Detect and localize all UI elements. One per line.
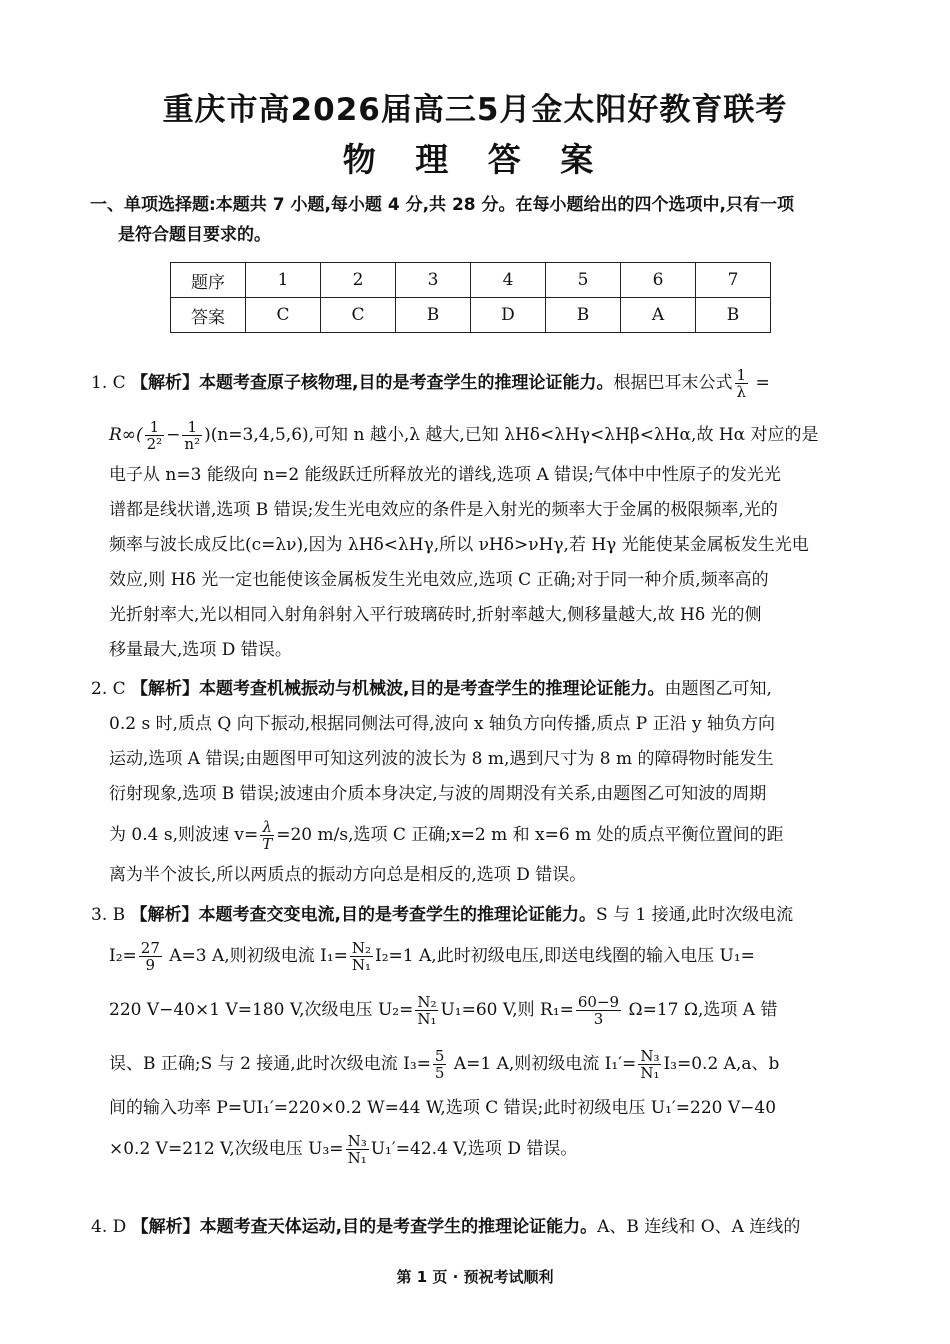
q4-analysis-heading: 【解析】本题考查天体运动,目的是考查学生的推理论证能力。 — [131, 1217, 598, 1237]
answer-cell: B — [546, 298, 621, 333]
q2-line: 2. C 【解析】本题考查机械振动与机械波,目的是考查学生的推理论证能力。由题图乙可知, — [91, 679, 772, 699]
q1-line: 频率与波长成反比(c=λν),因为 λHδ<λHγ,所以 νHδ>νHγ,若 Hγ 光能使某金属板发生光电 — [109, 535, 809, 555]
row-header-answer: 答案 — [171, 298, 246, 333]
q1-line: 移量最大,选项 D 错误。 — [109, 640, 292, 660]
answer-table-number-row — [171, 263, 771, 298]
q3-line: 误、B 正确;S 与 2 接通,此时次级电流 I₃= $\frac{5}{5}$ A=1 A,则初级电流 I₁′= $\frac{\text{N₃}}{\text{N₁}}$ I₃=0.2 A,a、b — [109, 1047, 780, 1082]
fraction: $\frac{\text{N₃}}{\text{N₁}}$ — [347, 1132, 367, 1167]
q3-line: 220 V−40×1 V=180 V,次级电压 U₂= $\frac{\text{N₂}}{\text{N₁}}$ U₁=60 V,则 R₁= $\frac{60-9}{3}$ Ω=17 Ω,选项 A 错 — [109, 993, 778, 1028]
answer-cell: C — [246, 298, 321, 333]
page-title: 重庆市高2026届高三5月金太阳好教育联考 — [162, 92, 788, 128]
row-header-number: 题序 — [171, 263, 246, 298]
q1-line: 效应,则 Hδ 光一定也能使该金属板发生光电效应,选项 C 正确;对于同一种介质,频率高的 — [109, 570, 769, 590]
question-number: 7 — [696, 263, 771, 298]
answer-cell: C — [321, 298, 396, 333]
q2-analysis-heading: 【解析】本题考查机械振动与机械波,目的是考查学生的推理论证能力。 — [131, 679, 665, 699]
q1-line: 谱都是线状谱,选项 B 错误;发生光电效应的条件是入射光的频率大于金属的极限频率,光的 — [109, 500, 778, 520]
question-number: 1 — [246, 263, 321, 298]
section-heading — [90, 190, 865, 250]
fraction: $\frac{\text{N₂}}{\text{N₁}}$ — [417, 993, 437, 1028]
fraction: $\frac{\lambda}{T}$ — [262, 818, 273, 853]
fraction: $\frac{27}{9}$ — [140, 939, 160, 974]
q1-line: 1. C 【解析】本题考查原子核物理,目的是考查学生的推理论证能力。根据巴耳末公式 $\frac{1}{\lambda}$ = — [91, 366, 770, 401]
fraction: $\frac{\text{N₂}}{\text{N₁}}$ — [351, 939, 372, 974]
page-footer: 第 1 页 · 预祝考试顺利 — [396, 1268, 554, 1286]
q2-number: 2. C — [91, 679, 132, 699]
fraction: $\frac{60-9}{3}$ — [577, 993, 620, 1028]
page-subtitle: 物 理 答 案 — [342, 140, 608, 179]
q3-line: ×0.2 V=212 V,次级电压 U₃= $\frac{\text{N₃}}{\text{N₁}}$ U₁′=42.4 V,选项 D 错误。 — [109, 1132, 578, 1167]
q4-number: 4. D — [91, 1217, 132, 1237]
question-number: 2 — [321, 263, 396, 298]
q3-analysis-heading: 【解析】本题考查交变电流,目的是考查学生的推理论证能力。 — [130, 905, 596, 925]
q3-line: 3. B 【解析】本题考查交变电流,目的是考查学生的推理论证能力。S 与 1 接通,此时次级电流 — [91, 905, 794, 925]
q1-line: R∞( $\frac{1}{\text{2²}}$ − $\frac{1}{\text{n²}}$ )(n=3,4,5,6),可知 n 越小,λ 越大,已知 λHδ<λHγ<λHβ<λHα,故 Hα 对应的是 — [109, 418, 819, 453]
fraction: $\frac{1}{\lambda}$ — [736, 366, 747, 401]
q3-line: 间的输入功率 P=UI₁′=220×0.2 W=44 W,选项 C 错误;此时初级电压 U₁′=220 V−40 — [109, 1098, 777, 1118]
q1-number: 1. C — [91, 373, 132, 393]
answer-cell: A — [621, 298, 696, 333]
answer-table-answer-row — [171, 298, 771, 333]
q1-analysis-heading: 【解析】本题考查原子核物理,目的是考查学生的推理论证能力。 — [131, 373, 614, 393]
q2-line: 衍射现象,选项 B 错误;波速由介质本身决定,与波的周期没有关系,由题图乙可知波的周期 — [109, 784, 767, 804]
section-heading-line-2: 是符合题目要求的。 — [118, 225, 271, 245]
q1-line: 电子从 n=3 能级向 n=2 能级跃迁所释放光的谱线,选项 A 错误;气体中中性原子的发光光 — [109, 465, 781, 485]
question-3-explanation — [91, 898, 861, 1172]
q3-number: 3. B — [91, 905, 131, 925]
question-number: 6 — [621, 263, 696, 298]
question-number: 4 — [471, 263, 546, 298]
question-2-explanation — [91, 672, 861, 893]
fraction: $\frac{\text{N₃}}{\text{N₁}}$ — [640, 1047, 660, 1082]
q2-line: 运动,选项 A 错误;由题图甲可知这列波的波长为 8 m,遇到尺寸为 8 m 的障碍物时能发生 — [109, 749, 774, 769]
q2-line: 0.2 s 时,质点 Q 向下振动,根据同侧法可得,波向 x 轴负方向传播,质点 P 正沿 y 轴负方向 — [109, 714, 775, 734]
answer-cell: D — [471, 298, 546, 333]
q4-line: 4. D 【解析】本题考查天体运动,目的是考查学生的推理论证能力。A、B 连线和 O、A 连线的 — [91, 1217, 801, 1237]
question-4-explanation — [91, 1210, 861, 1245]
question-1-explanation — [91, 360, 861, 668]
fraction: $\frac{1}{\text{n²}}$ — [184, 418, 201, 453]
answer-table — [170, 262, 771, 333]
q1-text: 根据巴耳末公式 — [613, 373, 733, 393]
answer-cell: B — [396, 298, 471, 333]
fraction: $\frac{5}{5}$ — [434, 1047, 445, 1082]
q2-line: 离为半个波长,所以两质点的振动方向总是相反的,选项 D 错误。 — [109, 865, 587, 885]
question-number: 3 — [396, 263, 471, 298]
q1-line: 光折射率大,光以相同入射角斜射入平行玻璃砖时,折射率越大,侧移量越大,故 Hδ 光的侧 — [109, 605, 762, 625]
section-heading-line-1: 一、单项选择题:本题共 7 小题,每小题 4 分,共 28 分。在每小题给出的四个选项中,只有一项 — [90, 195, 794, 215]
answer-cell: B — [696, 298, 771, 333]
question-number: 5 — [546, 263, 621, 298]
fraction: $\frac{1}{\text{2²}}$ — [146, 418, 163, 453]
q3-line: I₂= $\frac{27}{9}$ A=3 A,则初级电流 I₁= $\frac{\text{N₂}}{\text{N₁}}$ I₂=1 A,此时初级电压,即送电线圈的输入电压 U₁= — [109, 939, 755, 974]
q2-line: 为 0.4 s,则波速 v= $\frac{\lambda}{T}$ =20 m/s,选项 C 正确;x=2 m 和 x=6 m 处的质点平衡位置间的距 — [109, 818, 784, 853]
